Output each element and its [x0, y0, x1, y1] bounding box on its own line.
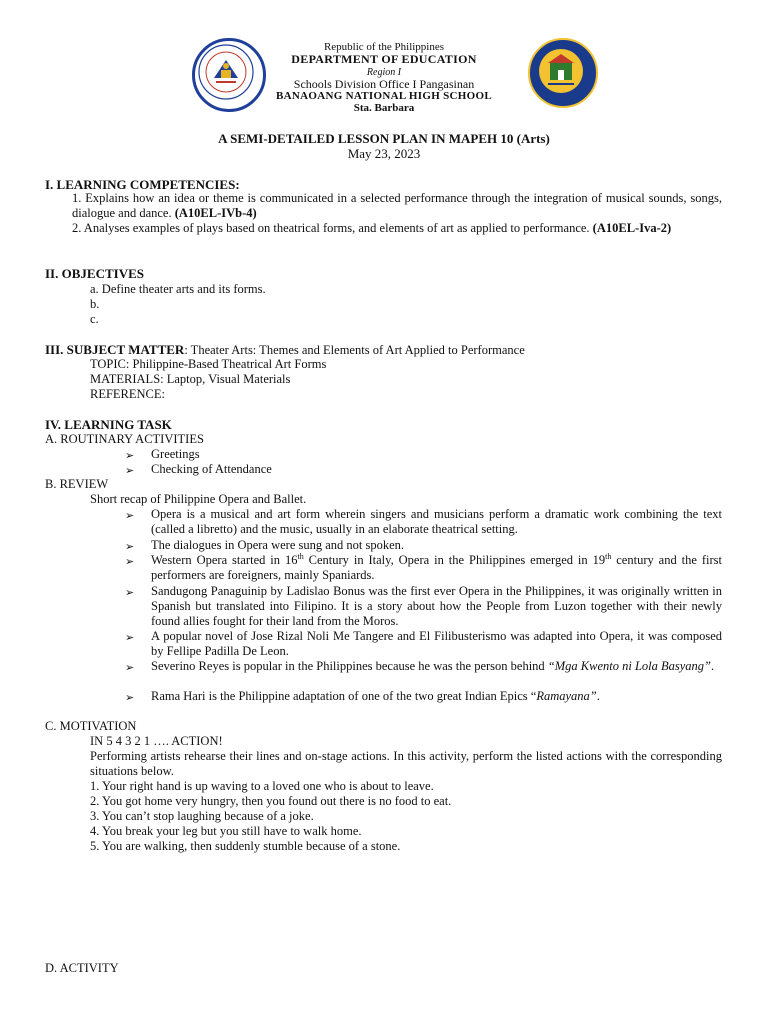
deped-line: DEPARTMENT OF EDUCATION	[291, 52, 477, 66]
arrow-bullet-icon: ➢	[125, 509, 135, 522]
motivation-paragraph: Performing artists rehearse their lines and on-stage actions. In this activity, perform the listed actions with the corresponding situations below.	[90, 749, 722, 778]
objective-b: b.	[90, 297, 100, 311]
review-intro: Short recap of Philippine Opera and Ballet.	[90, 492, 307, 506]
school-location: Sta. Barbara	[353, 102, 415, 114]
section-objectives-heading: II. OBJECTIVES	[45, 266, 144, 281]
objective-c: c.	[90, 312, 99, 326]
section-subject-matter-heading: III. SUBJECT MATTER	[45, 342, 185, 357]
arrow-bullet-icon: ➢	[125, 691, 135, 704]
section-learning-task-heading: IV. LEARNING TASK	[45, 417, 172, 432]
arrow-bullet-icon: ➢	[125, 540, 135, 553]
section-competencies-heading: I. LEARNING COMPETENCIES:	[45, 177, 240, 192]
arrow-bullet-icon: ➢	[125, 464, 135, 477]
school-name: BANAOANG NATIONAL HIGH SCHOOL	[276, 90, 492, 102]
objective-a: a. Define theater arts and its forms.	[90, 282, 266, 296]
routinary-item-greetings: Greetings	[151, 447, 200, 461]
motivation-heading: C. MOTIVATION	[45, 719, 137, 733]
motivation-item-5: 5. You are walking, then suddenly stumble because of a stone.	[90, 839, 401, 853]
arrow-bullet-icon: ➢	[125, 661, 135, 674]
subject-reference: REFERENCE:	[90, 387, 166, 401]
arrow-bullet-icon: ➢	[125, 449, 135, 462]
review-item-4: Sandugong Panaguinip by Ladislao Bonus was the first ever Opera in the Philippines, it was originally written in Spanish but translated into Filipino. It is a story about how the People from Luzon together with their newly found allies fought for their land from the Moros.	[151, 584, 722, 628]
subject-matter-text: : Theater Arts: Themes and Elements of Art Applied to Performance	[184, 343, 525, 357]
subject-topic: TOPIC: Philippine-Based Theatrical Art Forms	[90, 357, 327, 371]
competency-1	[72, 191, 722, 221]
review-item-7: Rama Hari is the Philippine adaptation of one of the two great Indian Epics “Ramayana”.	[151, 689, 600, 703]
region-line: Region I	[366, 67, 402, 78]
routinary-heading: A. ROUTINARY ACTIVITIES	[45, 432, 204, 446]
lesson-title: A SEMI-DETAILED LESSON PLAN IN MAPEH 10 (Arts)	[218, 131, 550, 146]
competency-1-text: 1. Explains how an idea or theme is communicated in a selected performance through the integration of musical sounds, songs, dialogue and dance.	[72, 191, 722, 220]
arrow-bullet-icon: ➢	[125, 555, 135, 568]
competency-2-code: (A10EL-Iva-2)	[592, 221, 672, 235]
competency-1-code: (A10EL-IVb-4)	[174, 206, 257, 220]
motivation-item-2: 2. You got home very hungry, then you found out there is no food to eat.	[90, 794, 452, 808]
motivation-item-3: 3. You can’t stop laughing because of a joke.	[90, 809, 314, 823]
motivation-subheading: IN 5 4 3 2 1 …. ACTION!	[90, 734, 223, 748]
review-item-6: Severino Reyes is popular in the Philippines because he was the person behind “Mga Kwento ni Lola Basyang”.	[151, 659, 715, 673]
republic-line: Republic of the Philippines	[323, 41, 445, 53]
motivation-item-1: 1. Your right hand is up waving to a loved one who is about to leave.	[90, 779, 434, 793]
review-item-3: Western Opera started in 16th Century in Italy, Opera in the Philippines emerged in 19th century and the first performers are foreigners, mainly Spaniards.	[151, 551, 723, 582]
section-subject-matter	[45, 342, 525, 358]
competency-2	[72, 221, 722, 236]
arrow-bullet-icon: ➢	[125, 631, 135, 644]
arrow-bullet-icon: ➢	[125, 586, 135, 599]
routinary-item-attendance: Checking of Attendance	[151, 462, 272, 476]
activity-heading: D. ACTIVITY	[45, 961, 119, 975]
review-item-5: A popular novel of Jose Rizal Noli Me Tangere and El Filibusterismo was adapted into Opera, it was composed by Fellipe Padilla De Leon.	[151, 629, 722, 658]
review-heading: B. REVIEW	[45, 477, 109, 491]
subject-materials: MATERIALS: Laptop, Visual Materials	[90, 372, 291, 386]
motivation-item-4: 4. You break your leg but you still have to walk home.	[90, 824, 362, 838]
review-item-2: The dialogues in Opera were sung and not spoken.	[151, 538, 405, 552]
review-item-1: Opera is a musical and art form wherein singers and musicians perform a dramatic work combining the text (called a libretto) and the music, usually in an elaborate theatrical setting.	[151, 507, 722, 536]
competency-2-text: 2. Analyses examples of plays based on theatrical forms, and elements of art as applied to performance.	[72, 221, 590, 235]
division-line: Schools Division Office I Pangasinan	[293, 77, 475, 91]
lesson-date: May 23, 2023	[347, 146, 421, 161]
